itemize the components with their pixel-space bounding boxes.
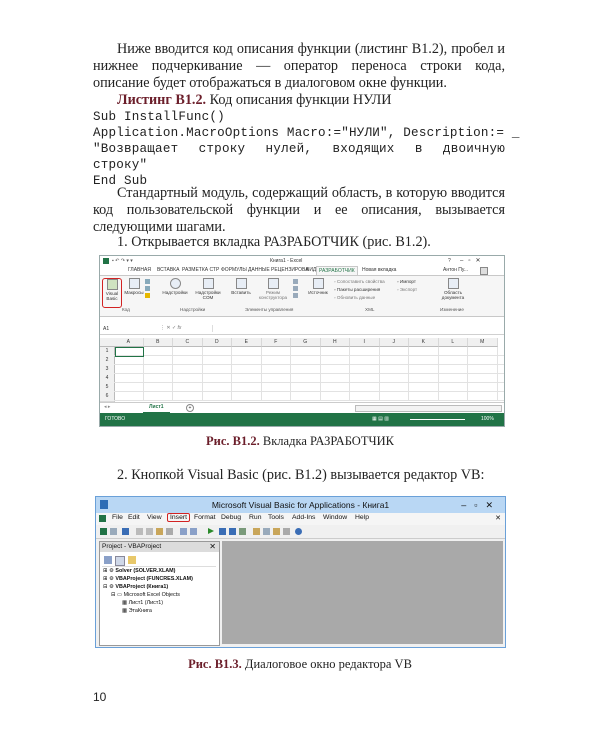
step-2: 2. Кнопкой Visual Basic (рис. В1.2) вызывается редактор VB: xyxy=(117,467,485,483)
column-header-c[interactable]: C xyxy=(173,338,203,347)
code-line-1: Sub InstallFunc() xyxy=(93,110,225,124)
worksheet-grid[interactable] xyxy=(100,338,504,408)
page-number: 10 xyxy=(93,690,107,704)
control-props-icons[interactable] xyxy=(293,279,300,301)
record-macro-icons[interactable] xyxy=(145,279,152,301)
row-header-3[interactable]: 3 xyxy=(100,365,115,375)
view-buttons[interactable]: ▦ ▤ ▥ xyxy=(372,416,389,422)
quick-access-toolbar: ▪ ↶ ↷ ▾ ▾ xyxy=(112,258,133,264)
grid-row-line xyxy=(114,382,504,383)
project-explorer-header xyxy=(100,542,219,552)
design-mode-button[interactable] xyxy=(255,278,291,300)
vba-app-icon xyxy=(100,500,108,509)
xml-source-label: Источник xyxy=(308,290,328,295)
tab-formulas[interactable]: ФОРМУЛЫ xyxy=(221,267,247,273)
document-panel-icon xyxy=(448,278,459,289)
row-header-4[interactable]: 4 xyxy=(100,374,115,384)
row-header-1[interactable]: 1 xyxy=(100,347,115,357)
listing-title: Код описания функции НУЛИ xyxy=(209,92,392,108)
find-icon[interactable] xyxy=(166,528,173,535)
sheet-nav-arrows[interactable]: ◂ ▸ xyxy=(104,404,111,410)
grid-row-line xyxy=(114,364,504,365)
insert-module-icon[interactable] xyxy=(110,528,117,535)
reset-icon[interactable] xyxy=(229,528,236,535)
excel-window-title: Книга1 - Excel xyxy=(270,258,303,264)
active-cell-a1[interactable] xyxy=(115,347,144,357)
toggle-folders-icon[interactable] xyxy=(128,556,136,564)
tab-new[interactable]: Новая вкладка xyxy=(362,267,397,273)
user-name[interactable]: Антон Пу... xyxy=(443,267,469,273)
menu-format[interactable]: Format xyxy=(194,514,216,521)
menu-help[interactable]: Help xyxy=(355,514,369,521)
grid-row-line xyxy=(114,373,504,374)
row-header-2[interactable]: 2 xyxy=(100,356,115,366)
expansion-packs-button[interactable]: ▫ Пакеты расширения xyxy=(334,287,381,292)
com-addins-button[interactable] xyxy=(192,278,224,300)
sheet-tab-list1[interactable]: Лист1 xyxy=(143,403,170,413)
tab-developer[interactable]: РАЗРАБОТЧИК xyxy=(316,266,358,275)
vbe-titlebar xyxy=(96,497,505,513)
figure-1-caption xyxy=(0,434,600,449)
design-mode-icon xyxy=(268,278,279,289)
formula-input[interactable] xyxy=(212,325,501,332)
view-object-icon[interactable] xyxy=(115,556,125,566)
column-header-l[interactable]: L xyxy=(439,338,469,347)
vbe-window-controls[interactable]: –▫✕ xyxy=(461,500,501,510)
row-header-5[interactable]: 5 xyxy=(100,383,115,393)
vbe-menubar xyxy=(96,513,505,525)
visual-basic-icon xyxy=(107,279,118,290)
macros-label: Макросы xyxy=(124,290,144,295)
menu-file[interactable]: File xyxy=(112,514,123,521)
com-addins-icon xyxy=(203,278,214,289)
macros-button[interactable] xyxy=(122,278,146,295)
column-header-k[interactable]: K xyxy=(409,338,439,347)
tree-label-sheet1: Лист1 (Лист1) xyxy=(128,600,164,606)
project-explorer-title: Project - VBAProject xyxy=(102,543,162,550)
code-line-3: "Возвращает строку нулей, входящих в двоичную xyxy=(93,142,505,156)
group-code: Код xyxy=(122,307,130,312)
xml-source-button[interactable] xyxy=(306,278,330,295)
menu-tools[interactable]: Tools xyxy=(268,514,284,521)
excel-logo-icon xyxy=(103,258,109,264)
paste-icon[interactable] xyxy=(156,528,163,535)
row-header-6[interactable]: 6 xyxy=(100,392,115,402)
design-mode-label: Режим конструктора xyxy=(258,290,288,300)
sheet-tabs-bar xyxy=(100,402,504,413)
figure-1-label: Рис. В1.2. xyxy=(206,434,260,448)
fx-label: fx xyxy=(177,325,182,331)
tree-label-funcres: VBAProject (FUNCRES.XLAM) xyxy=(115,576,193,582)
menu-view[interactable]: View xyxy=(147,514,162,521)
tab-page-layout[interactable]: РАЗМЕТКА СТР xyxy=(182,267,220,273)
column-header-h[interactable]: H xyxy=(321,338,351,347)
add-sheet-icon[interactable]: + xyxy=(186,404,194,412)
column-header-b[interactable]: B xyxy=(144,338,174,347)
refresh-data-button[interactable]: ▫ Обновить данные xyxy=(334,295,376,300)
listing-label: Листинг В1.2. xyxy=(117,92,207,108)
horizontal-scrollbar[interactable] xyxy=(355,405,502,412)
document-panel-button[interactable] xyxy=(436,278,470,300)
column-header-e[interactable]: E xyxy=(232,338,262,347)
view-excel-icon[interactable] xyxy=(100,528,107,535)
export-button[interactable]: ▫ Экспорт xyxy=(397,287,418,292)
insert-control-button[interactable] xyxy=(228,278,254,295)
import-label: Импорт xyxy=(399,279,416,284)
cut-icon[interactable] xyxy=(136,528,143,535)
column-header-a[interactable]: A xyxy=(114,338,144,347)
module-paragraph: Стандартный модуль, содержащий область, в которую вводится код пользовательской функции и ее описания, вызывается следующими шагами. xyxy=(93,185,505,235)
tab-insert[interactable]: ВСТАВКА xyxy=(157,267,180,273)
code-workspace[interactable] xyxy=(222,541,503,644)
document-panel-label: Область документа xyxy=(441,290,465,300)
tree-item-sheet1[interactable]: ▦ Лист1 (Лист1) xyxy=(122,600,164,606)
intro-paragraph: Ниже вводится код описания функции (листинг В1.2), пробел и нижнее подчеркивание — оператор переноса строки кода, описание будет отображаться в диалоговом окне функции. xyxy=(93,41,505,91)
status-ready: ГОТОВО xyxy=(105,416,126,422)
group-modify: Изменение xyxy=(440,307,464,312)
formula-buttons[interactable]: ⋮ ✕ ✓ fx xyxy=(160,325,182,331)
macros-icon xyxy=(129,278,140,289)
save-icon[interactable] xyxy=(122,528,129,535)
menu-edit[interactable]: Edit xyxy=(128,514,140,521)
map-properties-button[interactable]: ▫ Сопоставить свойства xyxy=(334,279,385,284)
visual-basic-button[interactable] xyxy=(102,278,122,308)
column-header-g[interactable]: G xyxy=(291,338,321,347)
group-addins: Надстройки xyxy=(180,307,206,312)
undo-icon[interactable] xyxy=(180,528,187,535)
project-explorer-buttons xyxy=(102,554,216,567)
column-header-d[interactable]: D xyxy=(203,338,233,347)
expansion-packs-label: Пакеты расширения xyxy=(336,287,381,292)
addins-label: Надстройки xyxy=(162,290,188,295)
child-window-controls[interactable]: ✕ xyxy=(495,515,501,522)
code-line-2: Application.MacroOptions Macro:="НУЛИ", Description:= _ xyxy=(93,126,520,140)
column-header-m[interactable]: M xyxy=(468,338,498,347)
avatar-icon[interactable] xyxy=(480,267,488,275)
step-1: 1. Открывается вкладка РАЗРАБОТЧИК (рис. В1.2). xyxy=(117,234,431,250)
toolbox-icon[interactable] xyxy=(283,528,290,535)
project-explorer-icon[interactable] xyxy=(253,528,260,535)
tab-home[interactable]: ГЛАВНАЯ xyxy=(128,267,151,273)
vb-editor-screenshot xyxy=(95,496,506,648)
properties-icon[interactable] xyxy=(263,528,270,535)
copy-icon[interactable] xyxy=(146,528,153,535)
grid-row-line xyxy=(114,355,504,356)
insert-control-label: Вставить xyxy=(231,290,251,295)
help-icon[interactable]: ? xyxy=(448,258,451,264)
menu-addins[interactable]: Add-Ins xyxy=(292,514,316,521)
menu-debug[interactable]: Debug xyxy=(221,514,242,521)
vbe-window-title: Microsoft Visual Basic for Applications - Книга1 xyxy=(211,500,390,510)
gear-icon xyxy=(170,278,181,289)
view-code-icon[interactable] xyxy=(104,556,112,564)
menu-window[interactable]: Window xyxy=(323,514,348,521)
tab-review[interactable]: РЕЦЕНЗИРОВА xyxy=(271,267,309,273)
column-header-i[interactable]: I xyxy=(350,338,380,347)
name-box[interactable]: A1 xyxy=(103,326,110,332)
vbe-toolbar xyxy=(96,525,505,539)
map-properties-label: Сопоставить свойства xyxy=(336,279,385,284)
window-controls[interactable]: –▫✕ xyxy=(460,258,486,264)
tree-item-solver[interactable]: ⊞ ⚙ Solver (SOLVER.XLAM) xyxy=(103,568,176,574)
figure-2-text: Диалоговое окно редактора VB xyxy=(244,657,412,671)
excel-window-screenshot xyxy=(99,255,505,427)
tree-label-solver: Solver (SOLVER.XLAM) xyxy=(115,568,176,574)
figure-1-text: Вкладка РАЗРАБОТЧИК xyxy=(262,434,394,448)
tab-view[interactable]: ВИД xyxy=(306,267,317,273)
tree-item-excel-objects[interactable]: ⊟ ▭ Microsoft Excel Objects xyxy=(111,592,180,598)
grid-row-line xyxy=(114,400,504,401)
menu-insert[interactable]: Insert xyxy=(167,513,190,522)
figure-2-caption xyxy=(0,657,600,672)
project-explorer-pane xyxy=(99,541,220,646)
object-browser-icon[interactable] xyxy=(273,528,280,535)
code-line-4: строку" xyxy=(93,158,148,172)
menu-run[interactable]: Run xyxy=(249,514,262,521)
addins-button[interactable] xyxy=(160,278,190,295)
design-mode-icon[interactable] xyxy=(239,528,246,535)
tree-item-book1[interactable]: ⊟ ⚙ VBAProject (Книга1) xyxy=(103,584,169,590)
import-button[interactable]: ▫ Импорт xyxy=(397,279,416,284)
tab-data[interactable]: ДАННЫЕ xyxy=(248,267,270,273)
group-controls: Элементы управления xyxy=(245,307,294,312)
excel-titlebar xyxy=(100,256,504,266)
refresh-data-label: Обновить данные xyxy=(336,295,376,300)
tree-label-thisworkbook: ЭтаКнига xyxy=(128,608,152,614)
column-header-f[interactable]: F xyxy=(262,338,292,347)
status-bar xyxy=(100,413,504,426)
toolbox-icon xyxy=(236,278,247,289)
tree-label-excel-objects: Microsoft Excel Objects xyxy=(123,592,180,598)
corner-select-all[interactable] xyxy=(100,338,115,347)
code-line-5: End Sub xyxy=(93,174,148,188)
zoom-level[interactable]: 100% xyxy=(481,416,494,422)
export-label: Экспорт xyxy=(399,287,418,292)
redo-icon[interactable] xyxy=(190,528,197,535)
tree-item-thisworkbook[interactable]: ▦ ЭтаКнига xyxy=(122,608,152,614)
column-header-j[interactable]: J xyxy=(380,338,410,347)
break-icon[interactable] xyxy=(219,528,226,535)
close-icon[interactable]: ✕ xyxy=(209,542,216,551)
help-icon[interactable] xyxy=(295,528,302,535)
xml-source-icon xyxy=(313,278,324,289)
formula-bar xyxy=(100,324,504,335)
developer-ribbon xyxy=(100,276,504,317)
group-xml: XML xyxy=(365,307,375,312)
com-addins-label: Надстройки COM xyxy=(195,290,221,300)
listing-heading xyxy=(117,92,391,109)
tree-item-funcres[interactable]: ⊞ ⚙ VBAProject (FUNCRES.XLAM) xyxy=(103,576,193,582)
zoom-slider[interactable] xyxy=(410,419,465,420)
visual-basic-label: Visual Basic xyxy=(105,291,119,301)
tree-label-book1: VBAProject (Книга1) xyxy=(115,584,169,590)
grid-row-line xyxy=(114,391,504,392)
ribbon-tabs xyxy=(100,266,504,276)
excel-mini-icon xyxy=(99,515,106,522)
figure-2-label: Рис. В1.3. xyxy=(188,657,242,671)
run-icon[interactable] xyxy=(208,528,214,534)
